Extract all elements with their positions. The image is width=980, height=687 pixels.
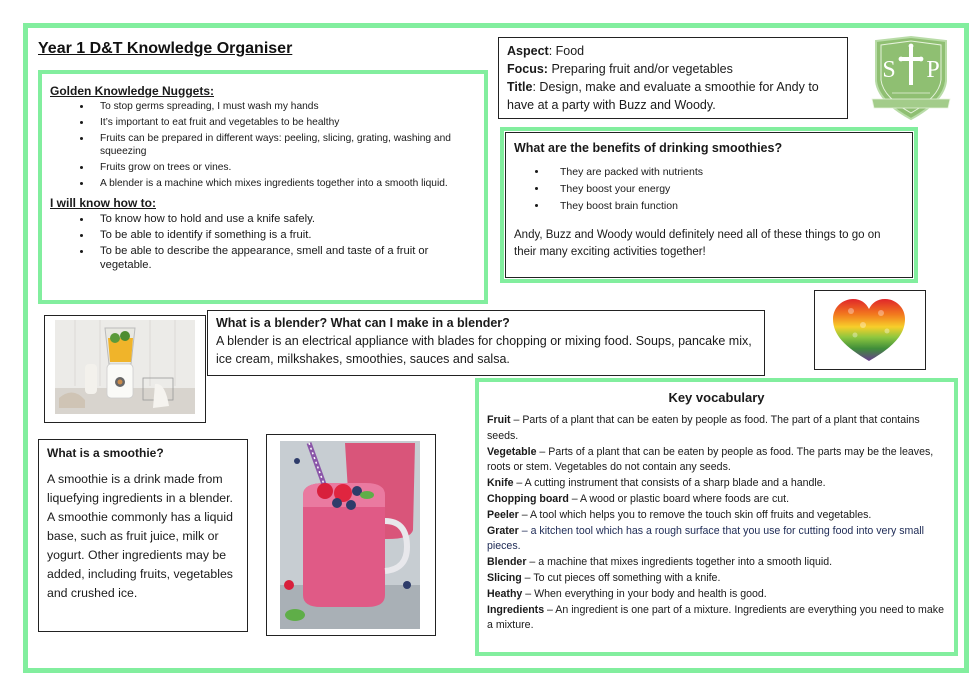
vocab-entry <box>487 445 946 477</box>
list-item: • Fruits can be prepared in different ways: peeling, slicing, grating, washing and squeezing <box>92 132 476 158</box>
smoothie-info-box <box>38 439 248 632</box>
list-item: • They boost brain function <box>548 199 904 213</box>
vocab-definition: – A tool which helps you to remove the touch skin off fruits and vegetables. <box>518 508 872 521</box>
aspect-box <box>498 37 848 119</box>
vocab-definition: – A cutting instrument that consists of a sharp blade and a handle. <box>513 477 826 490</box>
vocab-entry <box>487 603 946 635</box>
vocab-definition: – a kitchen tool which has a rough surface that you use for cutting food into very small pieces. <box>487 524 924 553</box>
list-item: • To know how to hold and use a knife safely. <box>92 212 476 226</box>
blender-info-box <box>207 310 765 376</box>
vocab-definition: – Parts of a plant that can be eaten by people as food. The parts may be the leaves, roots or stem. Vegetables do not contain any seeds. <box>487 445 934 474</box>
page-title: Year 1 D&T Knowledge Organiser <box>38 40 293 57</box>
list-item: • To be able to identify if something is a fruit. <box>92 228 476 242</box>
list-item: • They are packed with nutrients <box>548 165 904 179</box>
vocab-entry <box>487 571 946 587</box>
vocab-term: Knife <box>487 477 514 490</box>
vocab-heading: Key vocabulary <box>668 390 765 405</box>
vocab-definition: – When everything in your body and health is good. <box>522 587 767 600</box>
vocab-term: Peeler <box>487 508 519 521</box>
smoothie-text: A smoothie is a drink made from liquefying ingredients in a blender. A smoothie commonly has a liquid base, such as fruit juice, milk or yogurt. Other ingredients may be added, including fruits, vegetables and crushed ice. <box>47 472 233 600</box>
benefits-heading: What are the benefits of drinking smoothies? <box>514 141 783 155</box>
vocab-term: Fruit <box>487 414 511 426</box>
title-value: : Design, make and evaluate a smoothie for Andy to have at a party with Buzz and Woody. <box>507 80 819 112</box>
vocab-definition: – To cut pieces off something with a knife. <box>521 571 721 584</box>
list-item: • A blender is a machine which mixes ingredients together into a smooth liquid. <box>92 177 476 190</box>
knowledge-panel <box>38 70 488 304</box>
school-crest-icon <box>868 35 954 125</box>
blender-photo-icon <box>44 315 206 423</box>
vocab-term: Blender <box>487 556 527 569</box>
smoothie-jar-photo-icon <box>266 434 436 636</box>
crest-letter-p: P <box>926 57 940 83</box>
vocab-entry <box>487 413 946 445</box>
vocab-term: Ingredients <box>487 603 545 616</box>
will-know-list <box>50 212 476 272</box>
blender-heading: What is a blender? What can I make in a blender? <box>216 316 510 330</box>
golden-nuggets-list <box>50 100 476 190</box>
vocab-term: Grater <box>487 524 519 537</box>
aspect-label: Aspect <box>507 44 549 58</box>
title-label: Title <box>507 80 533 94</box>
focus-value: Preparing fruit and/or vegetables <box>547 62 733 76</box>
vocab-entry <box>487 555 946 571</box>
benefits-paragraph: Andy, Buzz and Woody would definitely need all of these things to go on their many exciting activities together! <box>514 229 881 258</box>
vocab-definition: – An ingredient is one part of a mixture. Ingredients are everything you need to make a mixture. <box>487 603 944 632</box>
list-item: • To be able to describe the appearance, smell and taste of a fruit or vegetable. <box>92 244 476 272</box>
key-vocabulary-panel <box>475 378 958 656</box>
benefits-list <box>514 165 904 213</box>
benefits-box <box>505 132 913 278</box>
vocab-entry <box>487 524 946 556</box>
list-item: • Fruits grow on trees or vines. <box>92 161 476 174</box>
crest-letter-s: S <box>882 57 896 83</box>
aspect-line <box>507 42 839 60</box>
vocab-term: Heathy <box>487 587 523 600</box>
focus-line <box>507 60 839 78</box>
blender-text: A blender is an electrical appliance with blades for chopping or mixing food. Soups, pancake mix, ice cream, milkshakes, smoothies, sauces and salsa. <box>216 334 752 366</box>
vocab-entry <box>487 508 946 524</box>
vocab-term: Slicing <box>487 571 522 584</box>
list-item: • It’s important to eat fruit and vegetables to be healthy <box>92 116 476 129</box>
vocab-definition: – A wood or plastic board where foods are cut. <box>568 492 790 505</box>
vocab-entry <box>487 492 946 508</box>
vocab-term: Chopping board <box>487 492 569 505</box>
vocab-definition: – Parts of a plant that can be eaten by people as food. The part of a plant that contains seeds. <box>487 414 920 442</box>
smoothie-heading: What is a smoothie? <box>47 446 164 460</box>
vocab-term: Vegetable <box>487 445 537 458</box>
focus-label: Focus: <box>507 62 548 76</box>
vocab-entry <box>487 476 946 492</box>
title-line <box>507 78 839 114</box>
aspect-value: : Food <box>548 44 585 58</box>
vocab-entry <box>487 587 946 603</box>
list-item: • They boost your energy <box>548 182 904 196</box>
vocab-definition: – a machine that mixes ingredients together into a smooth liquid. <box>526 556 833 569</box>
fruit-heart-photo-icon <box>814 290 926 370</box>
list-item: • To stop germs spreading, I must wash my hands <box>92 100 476 113</box>
golden-nuggets-heading: Golden Knowledge Nuggets: <box>50 84 214 98</box>
will-know-heading: I will know how to: <box>50 196 156 210</box>
